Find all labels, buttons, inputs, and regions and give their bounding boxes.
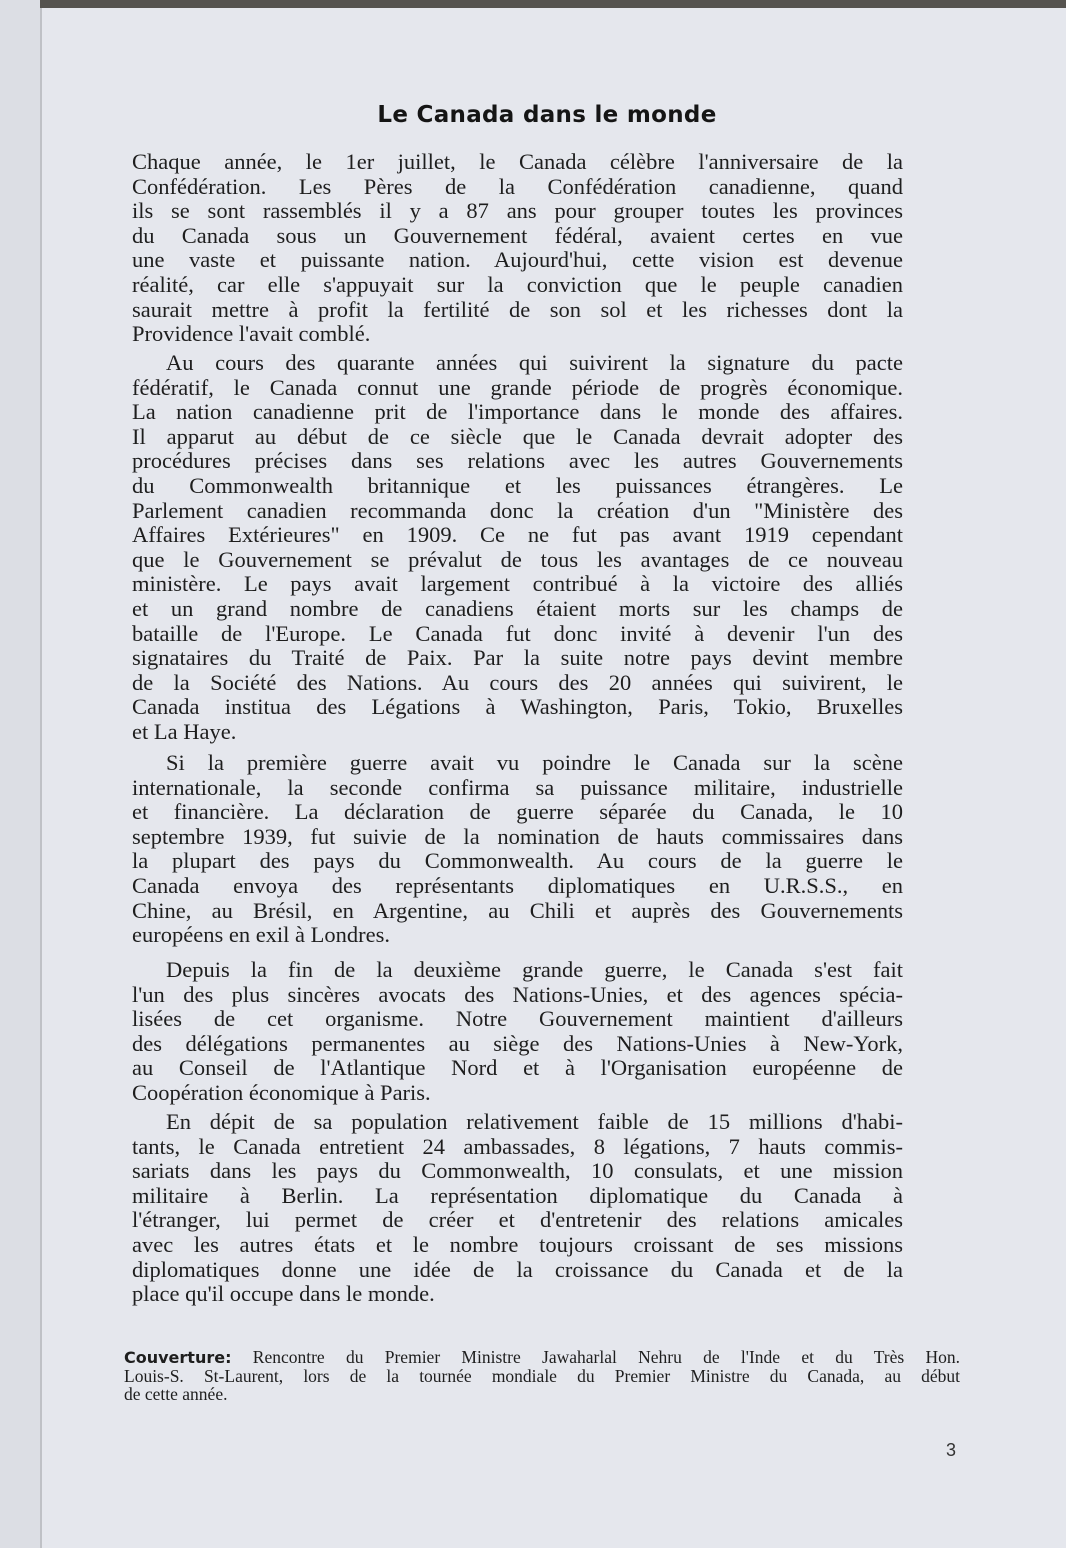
paragraph: [132, 351, 903, 745]
page-title: Le Canada dans le monde: [377, 102, 717, 128]
text-line: Affaires Extérieures" en 1909. Ce ne fut pas avant 1919 cependant: [132, 522, 903, 548]
caption-line: Louis-S. St-Laurent, lors de la tournée mondiale du Premier Ministre du Canada, au début: [124, 1365, 960, 1386]
text-line: du Canada sous un Gouvernement fédéral, avaient certes en vue: [132, 222, 903, 248]
text-line: une vaste et puissante nation. Aujourd'hui, cette vision est devenue: [132, 247, 903, 273]
text-line: Au cours des quarante années qui suivirent la signature du pacte: [166, 350, 903, 375]
caption-line: de cette année.: [124, 1384, 228, 1404]
text-line: Depuis la fin de la deuxième grande guerre, le Canada s'est fait: [166, 957, 903, 982]
text-line: Il apparut au début de ce siècle que le Canada devrait adopter des: [132, 423, 903, 449]
paragraph: [132, 150, 903, 347]
text-line: sariats dans les pays du Commonwealth, 10 consulats, et une mission: [132, 1158, 903, 1184]
caption-line: Rencontre du Premier Ministre Jawaharlal Nehru de l'Inde et du Très Hon.: [231, 1347, 960, 1367]
text-line: et un grand nombre de canadiens étaient morts sur les champs de: [132, 595, 903, 621]
text-line: la plupart des pays du Commonwealth. Au cours de la guerre le: [132, 848, 903, 874]
facing-page-edge: [0, 0, 40, 1548]
text-line: ministère. Le pays avait largement contribué à la victoire des alliés: [132, 571, 903, 597]
text-line: l'un des plus sincères avocats des Nations-Unies, et des agences spécia-: [132, 981, 903, 1007]
cover-caption: [124, 1348, 960, 1404]
text-line: Providence l'avait comblé.: [132, 321, 371, 347]
paragraph: [132, 751, 903, 948]
text-line: que le Gouvernement se prévalut de tous les avantages de ce nouveau: [132, 546, 903, 572]
document-page: [40, 8, 1066, 1548]
text-line: Parlement canadien recommanda donc la création d'un "Ministère des: [132, 497, 903, 523]
text-line: Coopération économique à Paris.: [132, 1079, 431, 1105]
text-line: procédures précises dans ses relations avec les autres Gouvernements: [132, 448, 903, 474]
text-line: militaire à Berlin. La représentation diplomatique du Canada à: [132, 1182, 903, 1208]
text-line: avec les autres états et le nombre toujours croissant de ses missions: [132, 1231, 903, 1257]
text-line: En dépit de sa population relativement faible de 15 millions d'habi-: [166, 1109, 903, 1134]
text-line: signataires du Traité de Paix. Par la suite notre pays devint membre: [132, 645, 903, 671]
text-line: Canada envoya des représentants diplomatiques en U.R.S.S., en: [132, 872, 903, 898]
text-line: Confédération. Les Pères de la Confédération canadienne, quand: [132, 173, 903, 199]
text-line: réalité, car elle s'appuyait sur la conviction que le peuple canadien: [132, 271, 903, 297]
caption-label: Couverture:: [124, 1348, 232, 1367]
text-line: bataille de l'Europe. Le Canada fut donc invité à devenir l'un des: [132, 620, 903, 646]
text-line: lisées de cet organisme. Notre Gouvernement maintient d'ailleurs: [132, 1006, 903, 1032]
text-line: fédératif, le Canada connut une grande période de progrès économique.: [132, 374, 903, 400]
text-line: La nation canadienne prit de l'importance dans le monde des affaires.: [132, 399, 903, 425]
text-line: Si la première guerre avait vu poindre le Canada sur la scène: [166, 750, 903, 775]
text-line: au Conseil de l'Atlantique Nord et à l'Organisation européenne de: [132, 1055, 903, 1081]
text-line: des délégations permanentes au siège des Nations-Unies à New-York,: [132, 1030, 903, 1056]
paragraph: [132, 1110, 903, 1307]
text-line: Canada institua des Légations à Washington, Paris, Tokio, Bruxelles: [132, 694, 903, 720]
text-line: septembre 1939, fut suivie de la nomination de hauts commissaires dans: [132, 823, 903, 849]
text-line: internationale, la seconde confirma sa puissance militaire, industrielle: [132, 774, 903, 800]
text-line: de la Société des Nations. Au cours des 20 années qui suivirent, le: [132, 669, 903, 695]
paragraph: [132, 958, 903, 1106]
text-line: diplomatiques donne une idée de la croissance du Canada et de la: [132, 1256, 903, 1282]
text-line: du Commonwealth britannique et les puissances étrangères. Le: [132, 472, 903, 498]
text-line: Chaque année, le 1er juillet, le Canada célèbre l'anniversaire de la: [132, 149, 903, 174]
text-line: Chine, au Brésil, en Argentine, au Chili et auprès des Gouvernements: [132, 897, 903, 923]
text-line: saurait mettre à profit la fertilité de son sol et les richesses dont la: [132, 296, 903, 322]
text-line: l'étranger, lui permet de créer et d'entretenir des relations amicales: [132, 1207, 903, 1233]
text-line: et La Haye.: [132, 718, 237, 744]
text-line: place qu'il occupe dans le monde.: [132, 1281, 435, 1307]
text-line: européens en exil à Londres.: [132, 922, 391, 948]
text-line: tants, le Canada entretient 24 ambassades, 8 légations, 7 hauts commis-: [132, 1133, 903, 1159]
page-number: 3: [946, 1440, 957, 1460]
text-line: et financière. La déclaration de guerre séparée du Canada, le 10: [132, 799, 903, 825]
text-line: ils se sont rassemblés il y a 87 ans pour grouper toutes les provinces: [132, 198, 903, 224]
